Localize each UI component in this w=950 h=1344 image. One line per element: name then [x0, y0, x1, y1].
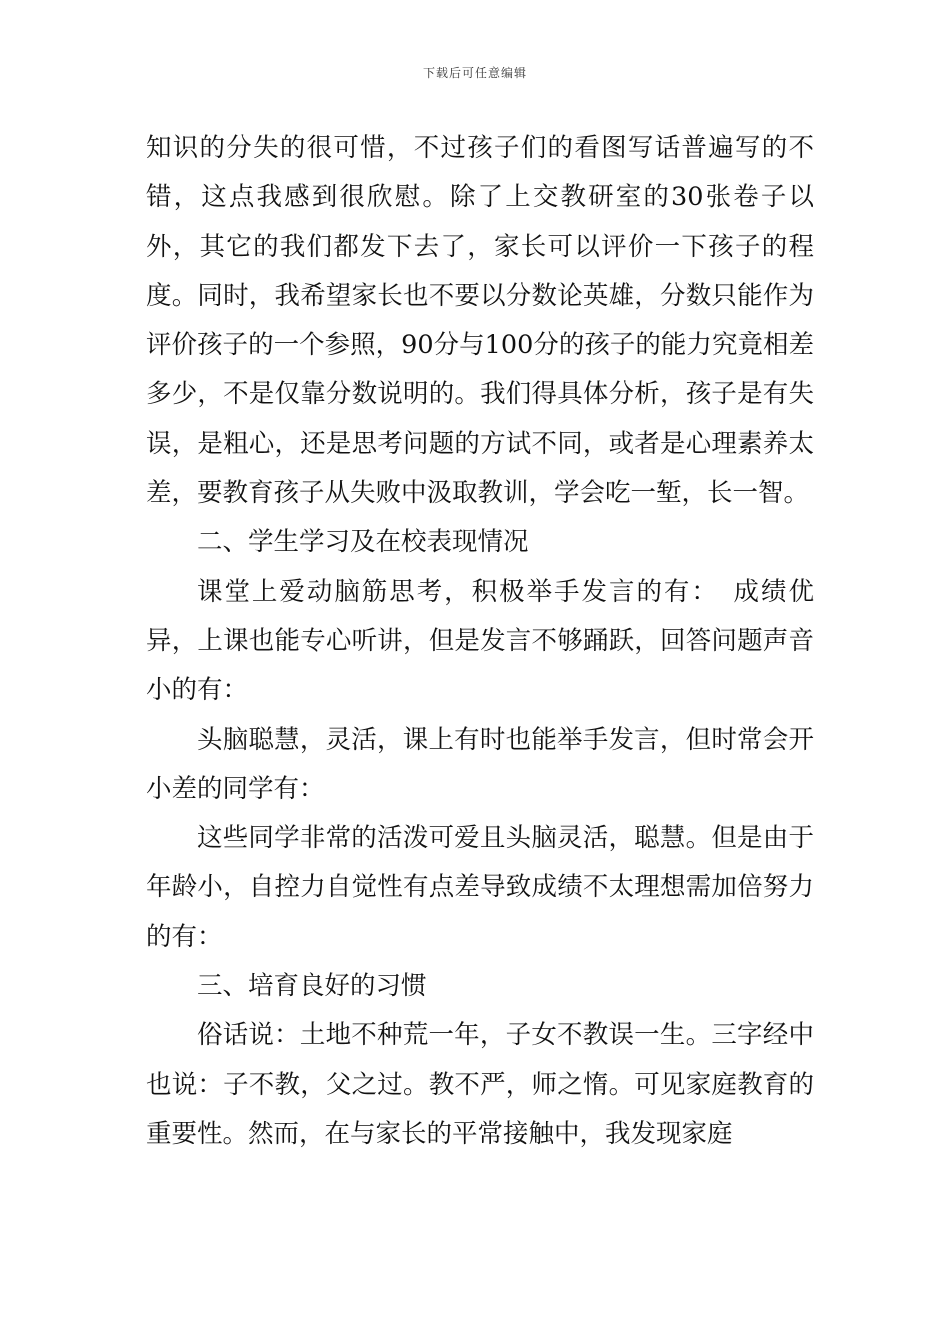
paragraph-continuation: 知识的分失的很可惜，不过孩子们的看图写话普遍写的不错，这点我感到很欣慰。除了上交教研室的30张卷子以外，其它的我们都发下去了，家长可以评价一下孩子的程度。同时，我希望家长也不要以分数论英雄，分数只能作为评价孩子的一个参照，90分与100分的孩子的能力究竟相差多少，不是仅靠分数说明的。我们得具体分析，孩子是有失误，是粗心，还是思考问题的方试不同，或者是心理素养太差，要教育孩子从失败中汲取教训，学会吃一堑，长一智。	[146, 133, 814, 509]
section-heading-3: 三、培育良好的习惯	[197, 971, 427, 1002]
section-heading-2: 二、学生学习及在校表现情况	[197, 527, 529, 558]
document-body	[146, 124, 814, 1159]
paragraph-smart-students: 头脑聪慧，灵活，课上有时也能举手发言，但时常会开小差的同学有：	[146, 724, 814, 804]
paragraph-family-education: 俗话说：土地不种荒一年，子女不教误一生。三字经中也说：子不教，父之过。教不严，师之惰。可见家庭教育的重要性。然而，在与家长的平常接触中，我发现家庭	[146, 1020, 814, 1149]
page-header: 下载后可任意编辑	[422, 66, 527, 80]
paragraph-active-students: 课堂上爱动脑筋思考，积极举手发言的有： 成绩优异，上课也能专心听讲，但是发言不够踊跃，回答问题声音小的有：	[146, 576, 814, 706]
paragraph-lively-students: 这些同学非常的活泼可爱且头脑灵活，聪慧。但是由于年龄小，自控力自觉性有点差导致成绩不太理想需加倍努力的有：	[146, 823, 814, 952]
